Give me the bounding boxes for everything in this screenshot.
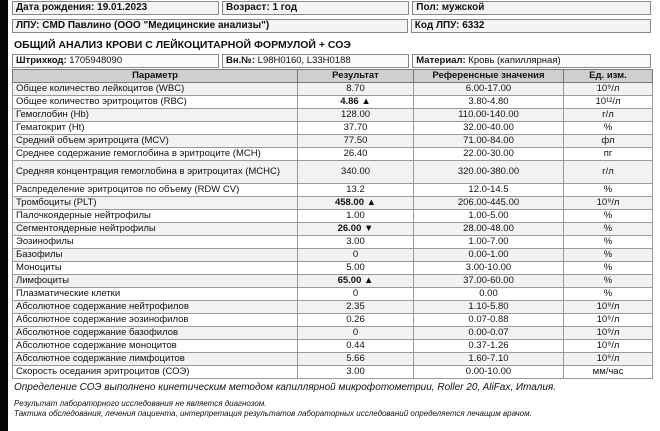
material-label: Материал: — [416, 54, 466, 66]
cell-result: 458.00 ▲ — [298, 197, 414, 210]
cell-ref: 71.00-84.00 — [414, 135, 564, 148]
cell-param: Скорость оседания эритроцитов (СОЭ) — [13, 366, 298, 379]
cell-unit: % — [564, 184, 653, 197]
cell-ref: 1.00-5.00 — [414, 210, 564, 223]
table-row — [13, 249, 653, 262]
cell-ref: 6.00-17.00 — [414, 83, 564, 96]
cell-result: 1.00 — [298, 210, 414, 223]
table-row — [13, 366, 653, 379]
cell-param: Абсолютное содержание лимфоцитов — [13, 353, 298, 366]
cell-result: 128.00 — [298, 109, 414, 122]
vn-label: Вн.№: — [226, 54, 256, 66]
table-row — [13, 275, 653, 288]
disclaimer-line-2: Тактика обследования, лечения пациента, интерпретация результатов лабораторных исследований определяется лечащим врачом. — [14, 409, 532, 418]
barcode-label: Штрихкод: — [16, 54, 67, 66]
cell-result: 3.00 — [298, 236, 414, 249]
cell-unit: % — [564, 210, 653, 223]
cell-ref: 0.00-0.07 — [414, 327, 564, 340]
disclaimer — [12, 399, 654, 419]
barcode — [12, 54, 219, 68]
table-row — [13, 135, 653, 148]
table-row — [13, 262, 653, 275]
cell-ref: 37.00-60.00 — [414, 275, 564, 288]
col-unit-header: Ед. изм. — [564, 70, 653, 83]
cell-unit: 10⁹/л — [564, 301, 653, 314]
patient-header-row — [12, 0, 654, 16]
cell-param: Базофилы — [13, 249, 298, 262]
cell-result: 0.26 — [298, 314, 414, 327]
sex: Пол: мужской — [412, 1, 651, 15]
cell-unit: 10¹²/л — [564, 96, 653, 109]
cell-param: Абсолютное содержание базофилов — [13, 327, 298, 340]
lab-header-row — [12, 18, 654, 34]
table-row — [13, 96, 653, 109]
cell-result: 4.86 ▲ — [298, 96, 414, 109]
cell-param: Среднее содержание гемоглобина в эритроците (MCH) — [13, 148, 298, 161]
cell-param: Абсолютное содержание моноцитов — [13, 340, 298, 353]
cell-unit: % — [564, 122, 653, 135]
cell-ref: 28.00-48.00 — [414, 223, 564, 236]
cell-result: 3.00 — [298, 366, 414, 379]
table-row — [13, 236, 653, 249]
cell-unit: 10⁹/л — [564, 83, 653, 96]
cell-result: 0 — [298, 327, 414, 340]
birth-date: Дата рождения: 19.01.2023 — [12, 1, 219, 15]
col-ref-header: Референсные значения — [414, 70, 564, 83]
cell-param: Эозинофилы — [13, 236, 298, 249]
cell-result: 2.35 — [298, 301, 414, 314]
cell-result: 26.40 — [298, 148, 414, 161]
vn-number — [222, 54, 409, 68]
table-row — [13, 288, 653, 301]
vn-value: L98H0160, L33H0188 — [257, 54, 351, 66]
cell-param: Распределение эритроцитов по объему (RDW CV) — [13, 184, 298, 197]
table-row — [13, 210, 653, 223]
cell-param: Тромбоциты (PLT) — [13, 197, 298, 210]
cell-result: 5.66 — [298, 353, 414, 366]
barcode-value: 1705948090 — [69, 54, 123, 66]
table-row — [13, 301, 653, 314]
cell-param: Средний объем эритроцита (MCV) — [13, 135, 298, 148]
disclaimer-line-1: Результат лабораторного исследования не является диагнозом. — [14, 399, 267, 408]
material-value: Кровь (капиллярная) — [468, 54, 561, 66]
cell-ref: 0.07-0.88 — [414, 314, 564, 327]
cell-ref: 0.37-1.26 — [414, 340, 564, 353]
cell-unit: мм/час — [564, 366, 653, 379]
cell-param: Лимфоциты — [13, 275, 298, 288]
cell-ref: 320.00-380.00 — [414, 161, 564, 184]
cell-param: Палочкоядерные нейтрофилы — [13, 210, 298, 223]
results-table — [12, 69, 653, 379]
cell-unit: пг — [564, 148, 653, 161]
sample-info-row — [12, 53, 654, 68]
cell-result: 0 — [298, 249, 414, 262]
cell-result: 340.00 — [298, 161, 414, 184]
cell-result: 13.2 — [298, 184, 414, 197]
cell-ref: 12.0-14.5 — [414, 184, 564, 197]
cell-unit: % — [564, 288, 653, 301]
cell-param: Сегментоядерные нейтрофилы — [13, 223, 298, 236]
cell-unit: % — [564, 275, 653, 288]
col-result-header: Результат — [298, 70, 414, 83]
cell-ref: 32.00-40.00 — [414, 122, 564, 135]
cell-ref: 22.00-30.00 — [414, 148, 564, 161]
left-border — [0, 0, 8, 431]
cell-result: 5.00 — [298, 262, 414, 275]
cell-ref: 206.00-445.00 — [414, 197, 564, 210]
cell-ref: 1.00-7.00 — [414, 236, 564, 249]
table-row — [13, 122, 653, 135]
cell-ref: 0.00 — [414, 288, 564, 301]
cell-result: 77.50 — [298, 135, 414, 148]
cell-ref: 3.80-4.80 — [414, 96, 564, 109]
table-row — [13, 83, 653, 96]
material — [412, 54, 651, 68]
table-row — [13, 161, 653, 184]
results-body — [13, 83, 653, 379]
cell-result: 65.00 ▲ — [298, 275, 414, 288]
lab-report — [12, 0, 654, 419]
cell-result: 0.44 — [298, 340, 414, 353]
lab-code: Код ЛПУ: 6332 — [411, 19, 651, 33]
cell-param: Моноциты — [13, 262, 298, 275]
cell-ref: 0.00-1.00 — [414, 249, 564, 262]
table-row — [13, 314, 653, 327]
report-title: ОБЩИЙ АНАЛИЗ КРОВИ С ЛЕЙКОЦИТАРНОЙ ФОРМУЛОЙ + СОЭ — [14, 39, 351, 51]
cell-unit: 10⁹/л — [564, 197, 653, 210]
cell-param: Плазматические клетки — [13, 288, 298, 301]
cell-param: Средняя концентрация гемоглобина в эритроцитах (MCHC) — [13, 161, 298, 184]
cell-unit: % — [564, 249, 653, 262]
table-row — [13, 327, 653, 340]
table-row — [13, 340, 653, 353]
cell-result: 26.00 ▼ — [298, 223, 414, 236]
cell-ref: 1.60-7.10 — [414, 353, 564, 366]
cell-unit: г/л — [564, 109, 653, 122]
cell-param: Абсолютное содержание эозинофилов — [13, 314, 298, 327]
cell-unit: 10⁹/л — [564, 353, 653, 366]
cell-unit: % — [564, 223, 653, 236]
table-row — [13, 184, 653, 197]
cell-ref: 110.00-140.00 — [414, 109, 564, 122]
cell-result: 8.70 — [298, 83, 414, 96]
cell-param: Гематокрит (Ht) — [13, 122, 298, 135]
cell-ref: 1.10-5.80 — [414, 301, 564, 314]
cell-param: Общее количество эритроцитов (RBC) — [13, 96, 298, 109]
cell-unit: 10⁹/л — [564, 327, 653, 340]
cell-param: Общее количество лейкоцитов (WBC) — [13, 83, 298, 96]
cell-unit: фл — [564, 135, 653, 148]
cell-result: 37.70 — [298, 122, 414, 135]
cell-unit: 10⁹/л — [564, 340, 653, 353]
table-row — [13, 109, 653, 122]
cell-param: Абсолютное содержание нейтрофилов — [13, 301, 298, 314]
table-row — [13, 353, 653, 366]
table-row — [13, 148, 653, 161]
age: Возраст: 1 год — [222, 1, 409, 15]
cell-unit: 10⁹/л — [564, 314, 653, 327]
table-row — [13, 197, 653, 210]
table-row — [13, 223, 653, 236]
col-param-header: Параметр — [13, 70, 298, 83]
cell-unit: % — [564, 236, 653, 249]
table-header — [13, 70, 653, 83]
method-note: Определение СОЭ выполнено кинетическим методом капиллярной микрофотометрии, Roller 20, AliFax, Италия. — [14, 382, 557, 393]
cell-param: Гемоглобин (Hb) — [13, 109, 298, 122]
lab-name: ЛПУ: CMD Павлино (ООО "Медицинские анализы") — [12, 19, 408, 33]
cell-unit: % — [564, 262, 653, 275]
cell-ref: 3.00-10.00 — [414, 262, 564, 275]
cell-ref: 0.00-10.00 — [414, 366, 564, 379]
cell-result: 0 — [298, 288, 414, 301]
cell-unit: г/л — [564, 161, 653, 184]
